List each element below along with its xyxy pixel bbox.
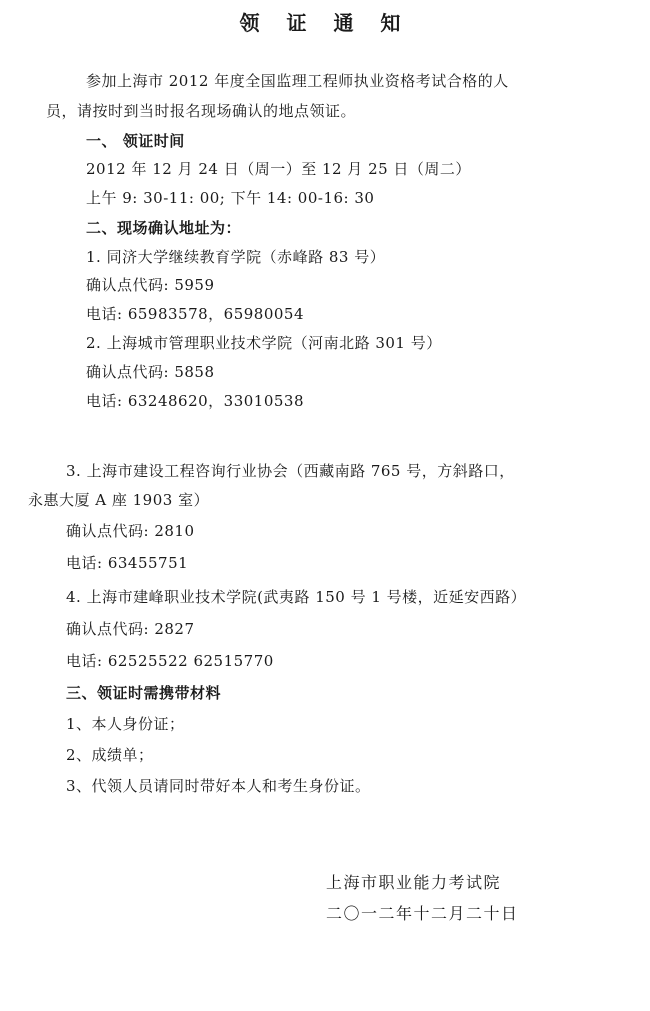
material-item-3: 3、代领人员请同时带好本人和考生身份证。: [66, 777, 371, 795]
section3-heading: 三、领证时需携带材料: [66, 684, 222, 702]
document-title: 领 证 通 知: [239, 11, 411, 35]
site-1-code: 确认点代码: 5959: [86, 276, 215, 294]
site-4-name: 4. 上海市建峰职业技术学院(武夷路 150 号 1 号楼，近延安西路）: [66, 588, 527, 606]
collection-time: 上午 9: 30-11: 00; 下午 14: 00-16: 30: [86, 189, 375, 207]
site-2-name: 2. 上海城市管理职业技术学院（河南北路 301 号）: [86, 334, 442, 352]
intro-line-1: 参加上海市 2012 年度全国监理工程师执业资格考试合格的人: [86, 72, 509, 90]
site-3-name-line-1: 3. 上海市建设工程咨询行业协会（西藏南路 765 号，方斜路口，: [66, 462, 515, 480]
material-item-2: 2、成绩单；: [66, 746, 154, 764]
site-1-phone: 电话: 65983578，65980054: [86, 305, 305, 323]
site-3-phone: 电话: 63455751: [66, 554, 189, 572]
signature-organization: 上海市职业能力考试院: [326, 873, 502, 892]
site-3-code: 确认点代码: 2810: [66, 522, 195, 540]
site-4-code: 确认点代码: 2827: [66, 620, 195, 638]
site-2-phone: 电话: 63248620，33010538: [86, 392, 305, 410]
intro-line-2: 员，请按时到当时报名现场确认的地点领证。: [46, 102, 357, 120]
site-4-phone: 电话: 62525522 62515770: [66, 652, 274, 670]
collection-date: 2012 年 12 月 24 日（周一）至 12 月 25 日（周二）: [86, 160, 471, 178]
signature-date: 二〇一二年十二月二十日: [326, 904, 519, 923]
section2-heading: 二、现场确认地址为：: [86, 219, 242, 237]
material-item-1: 1、本人身份证；: [66, 715, 185, 733]
site-3-name-line-2: 永惠大厦 A 座 1903 室）: [28, 491, 210, 509]
site-1-name: 1. 同济大学继续教育学院（赤峰路 83 号）: [86, 248, 386, 266]
site-2-code: 确认点代码: 5858: [86, 363, 215, 381]
section1-heading: 一、 领证时间: [86, 132, 185, 150]
